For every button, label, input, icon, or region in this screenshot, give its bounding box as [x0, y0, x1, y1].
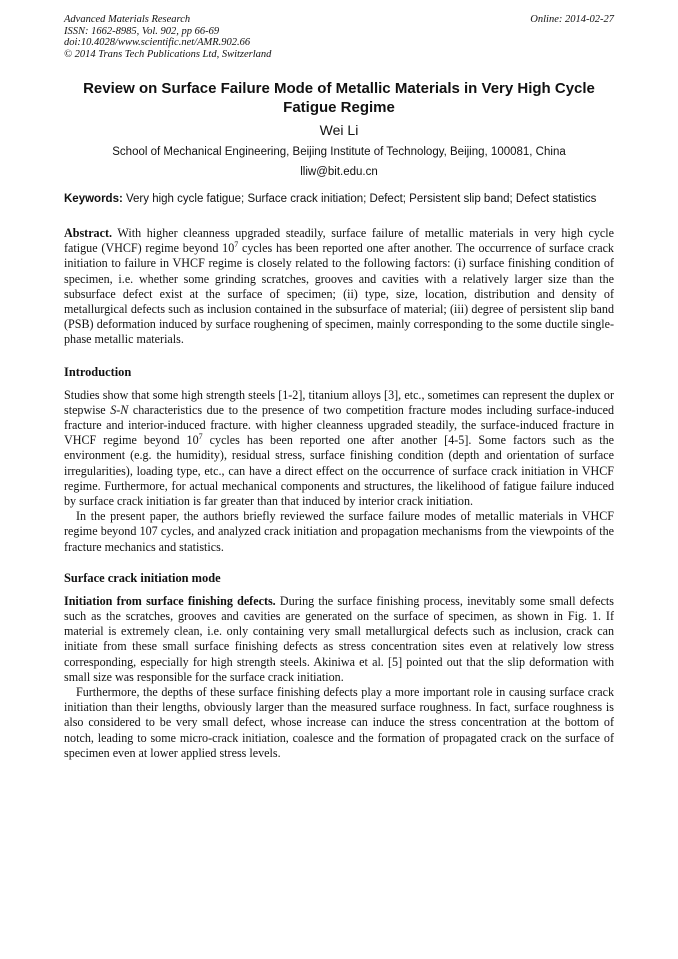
surface-mode-paragraph-1 — [64, 594, 614, 685]
abstract-text-1: With higher cleanness upgraded steadily, surface failure of metallic materials in very high cycle fatigue (VHCF) regime beyond 10 — [64, 226, 614, 256]
intro-text-c: cycles has been reported one after another [4-5]. Some factors such as the environment (e.g. the humidity), residual stress, surface finishing condition (depth and orientation of surface irregularities), loading type, etc., can have a direct effect on the occurrence of surface crack initiation in VHCF regime. Furthermore, for actual mechanical components and structures, the likelihood of fatigue failure induced by surface crack initiation is far greater than that induced by interior crack initiation. — [64, 433, 614, 509]
keywords-label: Keywords: — [64, 193, 123, 205]
surface-mode-paragraph-2: Furthermore, the depths of these surface finishing defects play a more important role in causing surface crack initiation than their lengths, obviously larger than the measured surface roughness. In fact, surface roughness is also considered to be very small defect, whose increase can induce the stress concentration at the bottom of notch, leading to some micro-crack initiation, coalesce and the formation of propagated crack on the surface of specimen even at lower applied stress levels. — [64, 685, 614, 760]
author-name: Wei Li — [319, 122, 359, 138]
issn-line: ISSN: 1662-8985, Vol. 902, pp 66-69 — [64, 25, 220, 37]
author-affiliation: School of Mechanical Engineering, Beijing Institute of Technology, Beijing, 100081, China — [112, 146, 566, 158]
online-date: Online: 2014-02-27 — [530, 14, 614, 25]
paper-page — [64, 14, 614, 761]
abstract-label: Abstract. — [64, 226, 113, 240]
section-heading-surface-mode: Surface crack initiation mode — [64, 570, 221, 585]
sn-term: S-N — [110, 402, 129, 417]
paper-title: Review on Surface Failure Mode of Metallic Materials in Very High Cycle Fatigue Regime — [83, 80, 595, 116]
doi-line: doi:10.4028/www.scientific.net/AMR.902.66 — [64, 37, 251, 48]
keywords — [64, 192, 614, 207]
introduction-paragraph-2: In the present paper, the authors briefly reviewed the surface failure modes of metallic materials in VHCF regime beyond 107 cycles, and analyzed crack initiation and propagation mechanisms from the viewpoints of the fracture mechanics and statistics. — [64, 509, 614, 554]
section-heading-introduction: Introduction — [64, 364, 132, 379]
surface-text-1: During the surface finishing process, inevitably some small defects such as the scratches, grooves and cavities are generated on the surface of specimen, as shown in Fig. 1. If material is extremely clean, i.e. only containing very small metallurgical defects such as inclusion, crack can initiate from these small surface finishing defects as stress concentration sites even at relatively low stress corresponding, especially for high strength steels. Akiniwa et al. [5] pointed out that the slip deformation with small size was responsible for the surface crack initiation. — [64, 593, 615, 684]
intro-text-b: characteristics due to the presence of two competition fracture modes including surface-induced fracture and interior-induced fracture. with higher cleanness upgraded steadily, the surface-induced fracture in VHCF regime beyond 10 — [64, 402, 614, 448]
keywords-text: Very high cycle fatigue; Surface crack initiation; Defect; Persistent slip band; Defect statistics — [122, 193, 597, 205]
exponent: 7 — [234, 240, 239, 250]
abstract — [64, 226, 614, 348]
journal-header — [64, 14, 614, 60]
abstract-text-2: cycles has been reported one after another. The occurrence of surface crack initiation to failure in VHCF regime is closely related to the following factors: (i) surface finishing condition of specimen, i.e. whether some grinding scratches, grooves and cavities with a relatively larger size than the subsurface defect exist at the surface of specimen; (ii) type, size, location, distribution and density of metallurgical defects such as inclusion contained in the subsurface of material; (iii) degree of persistent slip band (PSB) deformation induced by surface roughening of specimen, mainly corresponding to the some ductile single-phase metallic materials. — [64, 241, 614, 347]
subsection-lead: Initiation from surface finishing defects. — [64, 593, 276, 608]
author-email: lliw@bit.edu.cn — [300, 166, 378, 178]
introduction-paragraph-1 — [64, 388, 614, 510]
journal-name: Advanced Materials Research — [64, 14, 191, 25]
exponent: 7 — [198, 432, 203, 442]
intro-text-a: Studies show that some high strength steels [1-2], titanium alloys [3], etc., sometimes can represent the duplex or stepwise — [64, 387, 614, 417]
copyright-line: © 2014 Trans Tech Publications Ltd, Switzerland — [64, 48, 272, 60]
